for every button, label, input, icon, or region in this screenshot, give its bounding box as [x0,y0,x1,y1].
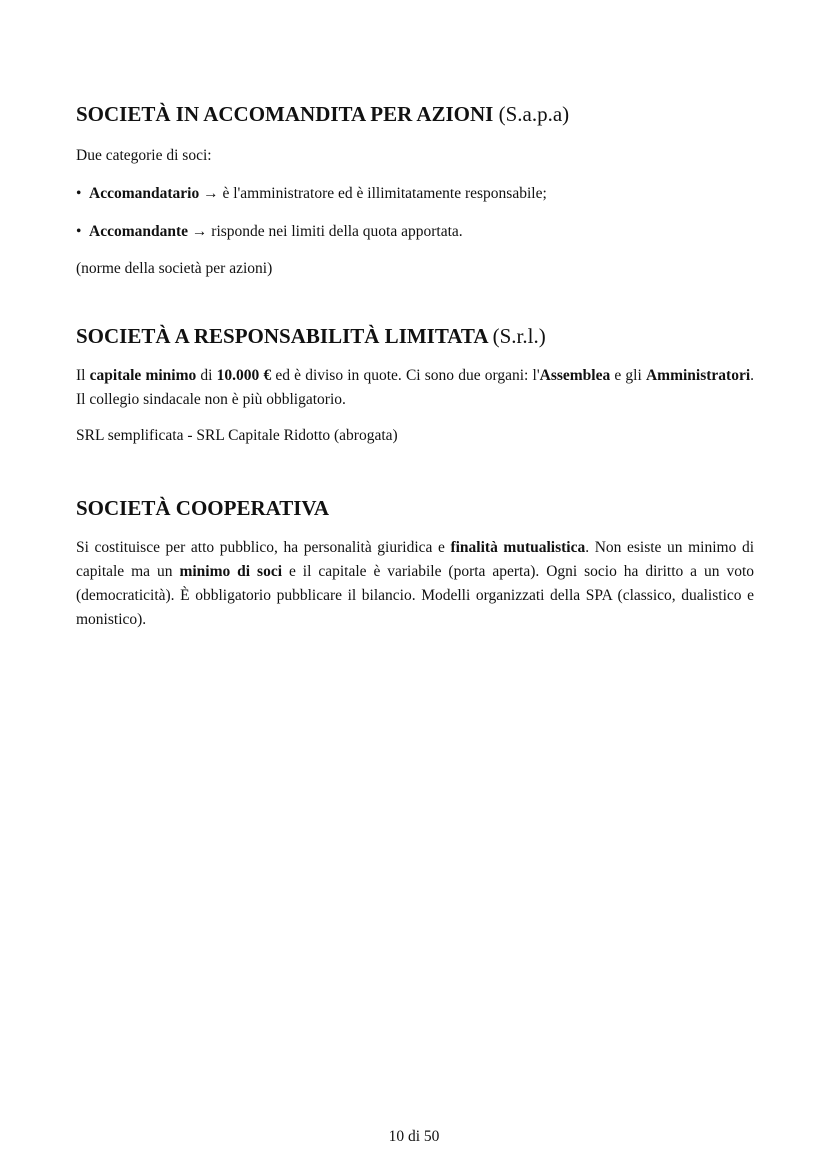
bold-run: capitale minimo [89,367,197,384]
section-cooperativa [76,495,754,632]
heading-suffix: (S.a.p.a) [498,102,570,126]
heading-suffix: (S.r.l.) [492,324,546,348]
arrow-icon: → [191,223,208,240]
section-heading [76,101,754,127]
arrow-icon: → [203,185,219,202]
text-run: . Il collegio sindacale non è più obbligatorio. [76,367,755,408]
text-run: Si costituisce per atto pubblico, ha personalità giuridica e [76,539,451,556]
text-run: e il capitale è variabile (porta aperta). Ogni socio ha diritto a un voto (democraticità). È obbligatorio pubblicare il bilancio. Modelli organizzati della SPA (classico, dualistico e monistico). [76,563,754,628]
bullet-icon: • [76,185,82,202]
heading-title: SOCIETÀ IN ACCOMANDITA PER AZIONI [76,102,494,126]
text-run: di [196,367,217,384]
bullet-text: risponde nei limiti della quota apportata. [211,223,463,240]
bold-run: Amministratori [645,367,751,384]
bullet-term: Accomandante [89,223,189,240]
bullet-text: è l'amministratore ed è illimitatamente responsabile; [222,185,547,202]
section-sapa [76,101,754,281]
section-heading [76,495,754,521]
note-text: (norme della società per azioni) [76,260,273,277]
bold-run: minimo di soci [179,563,283,580]
text-run: Il [76,367,90,384]
body-paragraph [76,536,754,632]
bullet-term: Accomandatario [89,185,200,202]
text-run: . Non esiste un minimo di capitale ma un [76,539,754,580]
text-run: ed è diviso in quote. Ci sono due organi: l' [271,367,540,384]
bold-run: 10.000 € [216,367,272,384]
body-paragraph: SRL semplificata - SRL Capitale Ridotto (abrogata) [76,427,398,444]
page-number: 10 di 50 [388,1128,440,1145]
intro-text: Due categorie di soci: [76,147,212,164]
bold-run: Assemblea [539,367,611,384]
body-paragraph [76,364,754,412]
bullet-item [76,220,754,244]
heading-title: SOCIETÀ COOPERATIVA [76,496,330,520]
bullet-item [76,182,754,206]
heading-title: SOCIETÀ A RESPONSABILITÀ LIMITATA [76,324,488,348]
text-run: e gli [610,367,646,384]
bold-run: finalità mutualistica [450,539,586,556]
bullet-icon: • [76,223,82,240]
section-srl [76,323,754,448]
section-heading [76,323,754,349]
